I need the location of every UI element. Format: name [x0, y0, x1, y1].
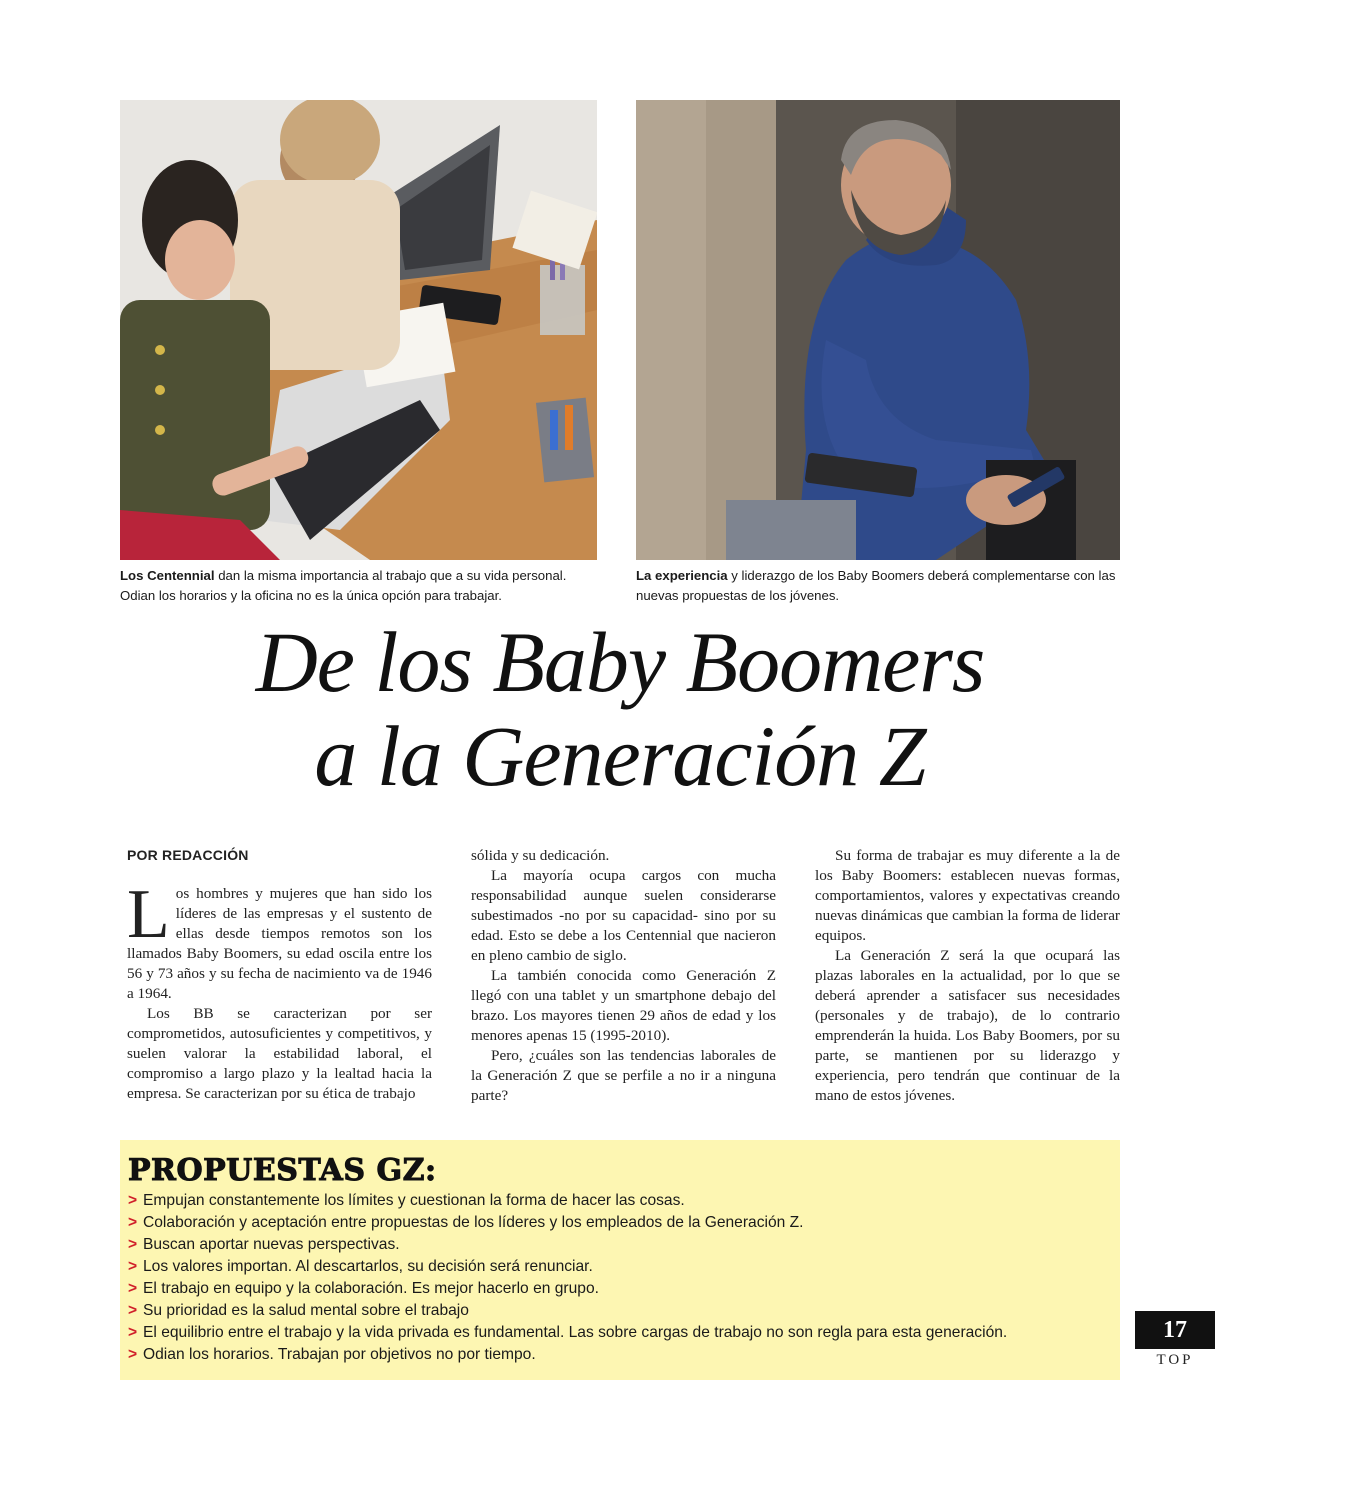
list-item [128, 1300, 1112, 1322]
list-item-text: Los valores importan. Al descartarlos, su decisión será renunciar. [143, 1258, 593, 1275]
caption-left-text: dan la misma importancia al trabajo que a su vida personal. Odian los horarios y la oficina no es la única opción para trabajar. [120, 568, 567, 603]
list-item [128, 1278, 1112, 1300]
list-item [128, 1212, 1112, 1234]
list-item-text: Empujan constantemente los límites y cuestionan la forma de hacer las cosas. [143, 1192, 685, 1209]
article-paragraph: La Generación Z será la que ocupará las plazas laborales en la actualidad, por lo que se deberá aprender a satisfacer sus necesidades (personales y de trabajo), de lo contrario emprenderán la huida. Los Baby Boomers, por su parte, se mantienen por su liderazgo y experiencia, pero tendrán que continuar de la mano de estos jóvenes. [815, 947, 1120, 1104]
photo-baby-boomer-man [636, 100, 1120, 560]
article-paragraph: Pero, ¿cuáles son las tendencias laborales de la Generación Z que se perfile a no ir a ninguna parte? [471, 1047, 776, 1104]
article-headline [120, 615, 1120, 803]
list-item [128, 1344, 1112, 1366]
caption-left-lead: Los Centennial [120, 568, 215, 583]
list-item-text: El equilibrio entre el trabajo y la vida privada es fundamental. Las sobre cargas de trabajo no son regla para esta generación. [143, 1324, 1008, 1341]
article-column-3 [815, 846, 1120, 1106]
bullet-arrow-icon: > [128, 1236, 138, 1253]
list-item-text: Su prioridad es la salud mental sobre el trabajo [143, 1302, 469, 1319]
list-item [128, 1322, 1112, 1344]
photo-centennials-working [120, 100, 597, 560]
list-item-text: El trabajo en equipo y la colaboración. Es mejor hacerlo en grupo. [143, 1280, 599, 1297]
section-label: TOP [1156, 1352, 1194, 1368]
propuestas-list [128, 1190, 1112, 1366]
bullet-arrow-icon: > [128, 1258, 138, 1275]
photo-caption-right [636, 566, 1126, 605]
headline-line-2: a la Generación Z [314, 708, 926, 804]
article-column-1 [127, 846, 432, 1104]
headline-line-1: De los Baby Boomers [255, 614, 985, 710]
caption-right-lead: La experiencia [636, 568, 728, 583]
article-paragraph: La mayoría ocupa cargos con mucha responsabilidad aunque suelen considerarse subestimados -no por su capacidad- sino por su edad. Esto se debe a los Centennial que nacieron en pleno cambio de siglo. [471, 867, 776, 964]
bullet-arrow-icon: > [128, 1302, 138, 1319]
drop-cap: L [127, 876, 170, 953]
article-column-2 [471, 846, 776, 1106]
byline: POR REDACCIÓN [127, 847, 249, 863]
propuestas-title: PROPUESTAS GZ: [128, 1153, 437, 1188]
article-paragraph: sólida y su dedicación. [471, 847, 610, 864]
list-item-text: Odian los horarios. Trabajan por objetivos no por tiempo. [143, 1346, 536, 1363]
bullet-arrow-icon: > [128, 1324, 138, 1341]
bullet-arrow-icon: > [128, 1192, 138, 1209]
article-paragraph: Los BB se caracterizan por ser comprometidos, autosuficientes y competitivos, y suelen valorar la estabilidad laboral, el compromiso a largo plazo y la lealtad hacia la empresa. Se caracterizan por su ética de trabajo [127, 1005, 432, 1102]
article-paragraph: Su forma de trabajar es muy diferente a la de los Baby Boomers: establecen nuevas formas, comportamientos, valores y expectativas creando nuevas dinámicas que cambian la forma de liderar equipos. [815, 847, 1120, 944]
bullet-arrow-icon: > [128, 1346, 138, 1363]
list-item-text: Colaboración y aceptación entre propuestas de los líderes y los empleados de la Generación Z. [143, 1214, 804, 1231]
list-item [128, 1234, 1112, 1256]
caption-right-text: y liderazgo de los Baby Boomers deberá complementarse con las nuevas propuestas de los jóvenes. [636, 568, 1116, 603]
article-paragraph: La también conocida como Generación Z llegó con una tablet y un smartphone debajo del brazo. Los mayores tienen 29 años de edad y los menores apenas 15 (1995-2010). [471, 967, 776, 1044]
page-number: 17 [1135, 1311, 1215, 1349]
article-paragraph [127, 876, 432, 1004]
bullet-arrow-icon: > [128, 1214, 138, 1231]
photo-caption-left [120, 566, 600, 605]
list-item [128, 1190, 1112, 1212]
list-item [128, 1256, 1112, 1278]
bullet-arrow-icon: > [128, 1280, 138, 1297]
paragraph-text: os hombres y mujeres que han sido los líderes de las empresas y el sustento de ellas desde tiempos remotos son los llamados Baby Boomers, su edad oscila entre los 56 y 73 años y su fecha de nacimiento va de 1946 a 1964. [127, 885, 432, 1002]
propuestas-box [120, 1140, 1120, 1380]
list-item-text: Buscan aportar nuevas perspectivas. [143, 1236, 400, 1253]
